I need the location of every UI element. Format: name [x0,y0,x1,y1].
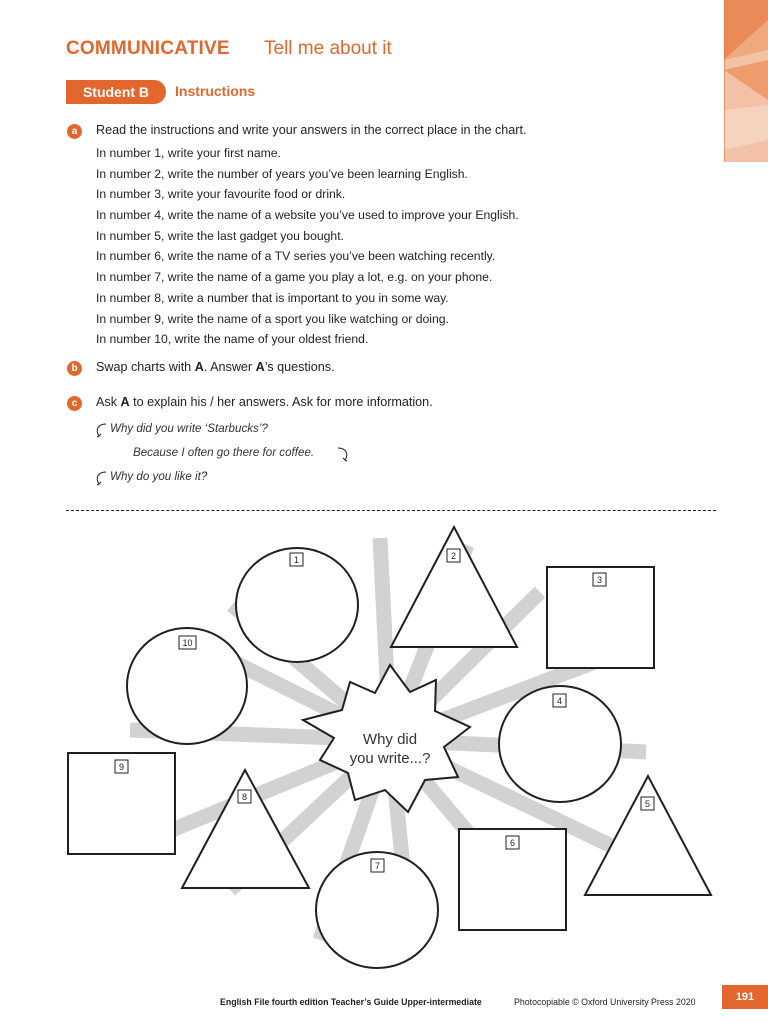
label-9: 9 [118,762,125,772]
instruction-item: In number 7, write the name of a game you play a lot, e.g. on your phone. [96,270,493,285]
footer-copyright: Photocopiable © Oxford University Press 2020 [514,997,696,1007]
step-a-text: Read the instructions and write your answers in the correct place in the chart. [96,123,527,137]
footer-book-title: English File fourth edition Teacher’s Guide Upper-intermediate [220,997,482,1007]
page-number: 191 [722,985,768,1009]
dialogue-question-1: Why did you write ‘Starbucks’? [110,422,268,435]
instruction-item: In number 1, write your first name. [96,146,281,160]
instruction-item: In number 6, write the name of a TV series you’ve been watching recently. [96,249,496,264]
instruction-item: In number 5, write the last gadget you bought. [96,228,344,243]
step-a-badge: a [67,124,82,139]
step-c-text: Ask A to explain his / her answers. Ask for more information. [96,395,433,409]
label-1: 1 [293,555,300,565]
section-kicker: COMMUNICATIVE [66,38,230,59]
page-title: Tell me about it [264,38,392,59]
answer-triangle-2 [391,527,517,647]
label-6: 6 [509,838,516,848]
center-prompt-line1: Why did [362,731,418,748]
instruction-item: In number 9, write the name of a sport you like watching or doing. [96,311,449,326]
center-prompt-line2: you write...? [349,750,431,767]
label-2: 2 [450,551,457,561]
instruction-item: In number 2, write the number of years you’ve been learning English. [96,166,468,181]
step-b-badge: b [67,361,82,376]
student-badge: Student B [66,80,166,104]
instruction-item: In number 4, write the name of a website you’ve used to improve your English. [96,208,519,223]
dialogue-question-2: Why do you like it? [110,470,208,483]
instruction-item: In number 3, write your favourite food or drink. [96,187,346,202]
label-4: 4 [556,696,563,706]
label-7: 7 [374,861,381,871]
label-8: 8 [241,792,248,802]
dialogue-answer-1: Because I often go there for coffee. [133,446,315,459]
label-10: 10 [182,638,193,648]
step-b-text: Swap charts with A. Answer A’s questions. [96,360,335,374]
instructions-label: Instructions [175,83,256,99]
step-c-badge: c [67,396,82,411]
instruction-item: In number 8, write a number that is important to you in some way. [96,290,449,305]
label-3: 3 [596,575,603,585]
label-5: 5 [644,799,651,809]
instruction-item: In number 10, write the name of your oldest friend. [96,332,369,347]
